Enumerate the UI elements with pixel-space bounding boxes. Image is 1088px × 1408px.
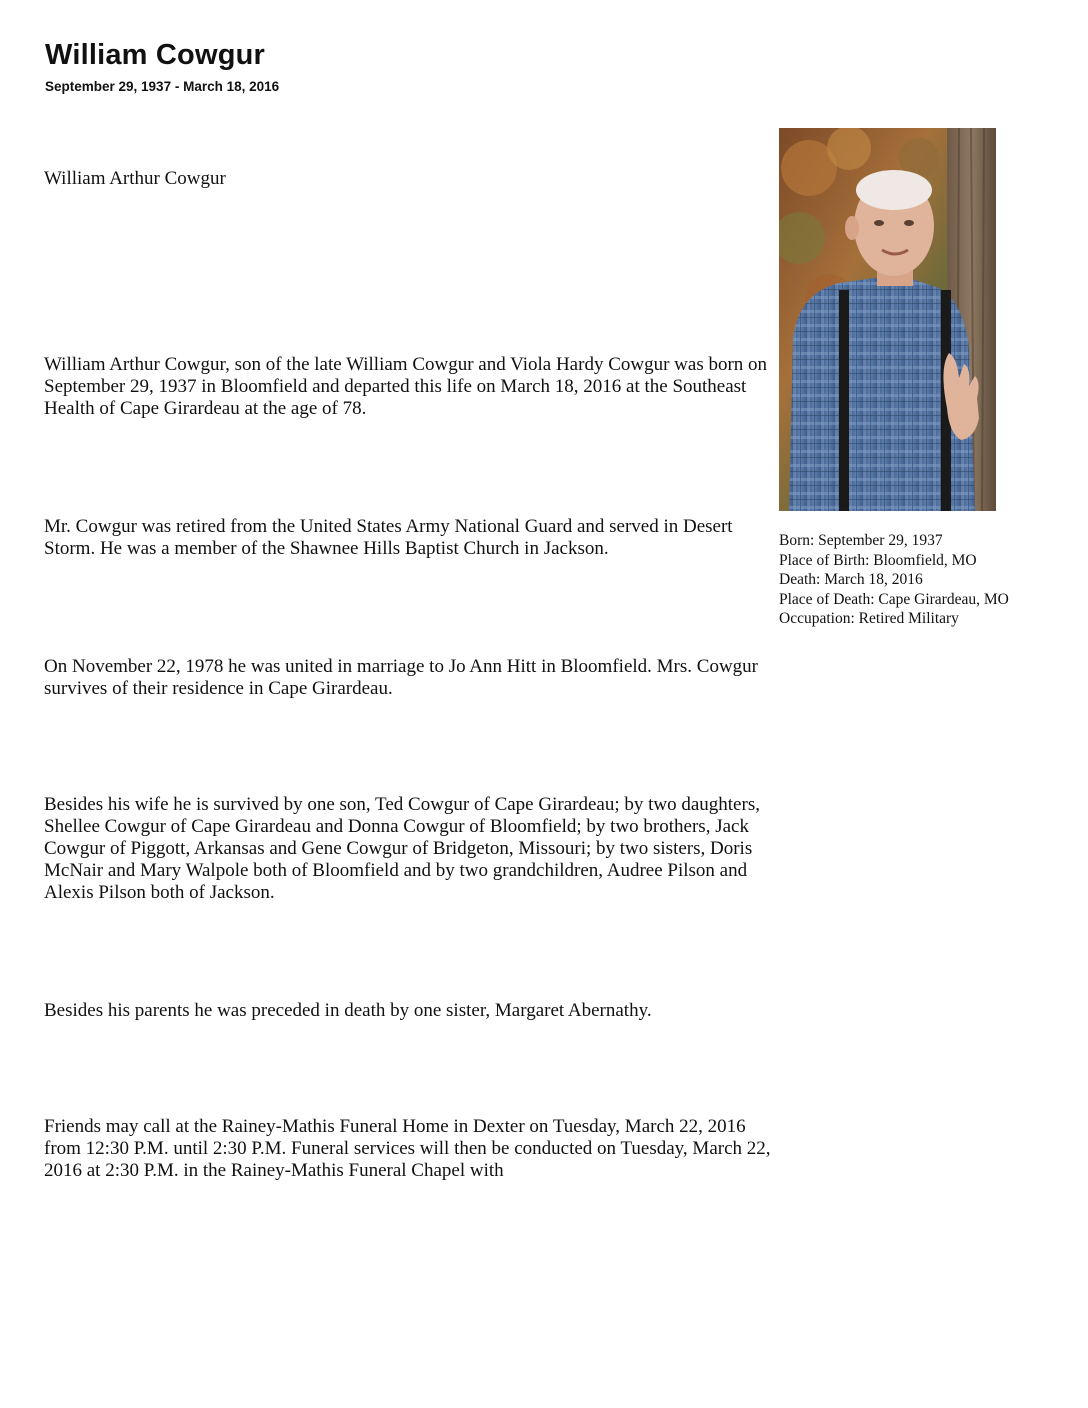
- obituary-paragraph-birth: William Arthur Cowgur, son of the late William Cowgur and Viola Hardy Cowgur was born on September 29, 1937 in Bloomfield and departed this life on March 18, 2016 at the Southeast Health of Cape Girardeau at the age of 78.: [44, 354, 768, 419]
- obituary-paragraph-marriage: On November 22, 1978 he was united in marriage to Jo Ann Hitt in Bloomfield. Mrs. Cowgur survives of their residence in Cape Girardeau.: [44, 656, 758, 699]
- page-title: William Cowgur: [45, 39, 266, 71]
- full-name: William Arthur Cowgur: [44, 168, 226, 189]
- obituary-paragraph-visitation: Friends may call at the Rainey-Mathis Funeral Home in Dexter on Tuesday, March 22, 2016 from 12:30 P.M. until 2:30 P.M. Funeral services will then be conducted on Tuesday, March 22, 2016 at 2:30 P.M. in the Rainey-Mathis Funeral Chapel with: [44, 1116, 771, 1181]
- facts-panel: [779, 531, 1024, 629]
- fact-occupation: Occupation: Retired Military: [779, 610, 959, 627]
- fact-place-of-birth: Place of Birth: Bloomfield, MO: [779, 551, 977, 569]
- fact-death: Death: March 18, 2016: [779, 571, 923, 588]
- obituary-paragraph-service: Mr. Cowgur was retired from the United States Army National Guard and served in Desert Storm. He was a member of the Shawnee Hills Baptist Church in Jackson.: [44, 516, 733, 559]
- fact-born: Born: September 29, 1937: [779, 532, 943, 549]
- fact-place-of-death: Place of Death: Cape Girardeau, MO: [779, 590, 1009, 608]
- obituary-paragraph-preceded: Besides his parents he was preceded in death by one sister, Margaret Abernathy.: [44, 1000, 652, 1021]
- portrait-photo: [779, 128, 996, 511]
- obituary-paragraph-survivors: Besides his wife he is survived by one son, Ted Cowgur of Cape Girardeau; by two daughters, Shellee Cowgur of Cape Girardeau and Donna Cowgur of Bloomfield; by two brothers, Jack Cowgur of Piggott, Arkansas and Gene Cowgur of Bridgeton, Missouri; by two sisters, Doris McNair and Mary Walpole both of Bloomfield and by two grandchildren, Audree Pilson and Alexis Pilson both of Jackson.: [44, 794, 760, 903]
- life-dates: September 29, 1937 - March 18, 2016: [45, 79, 280, 94]
